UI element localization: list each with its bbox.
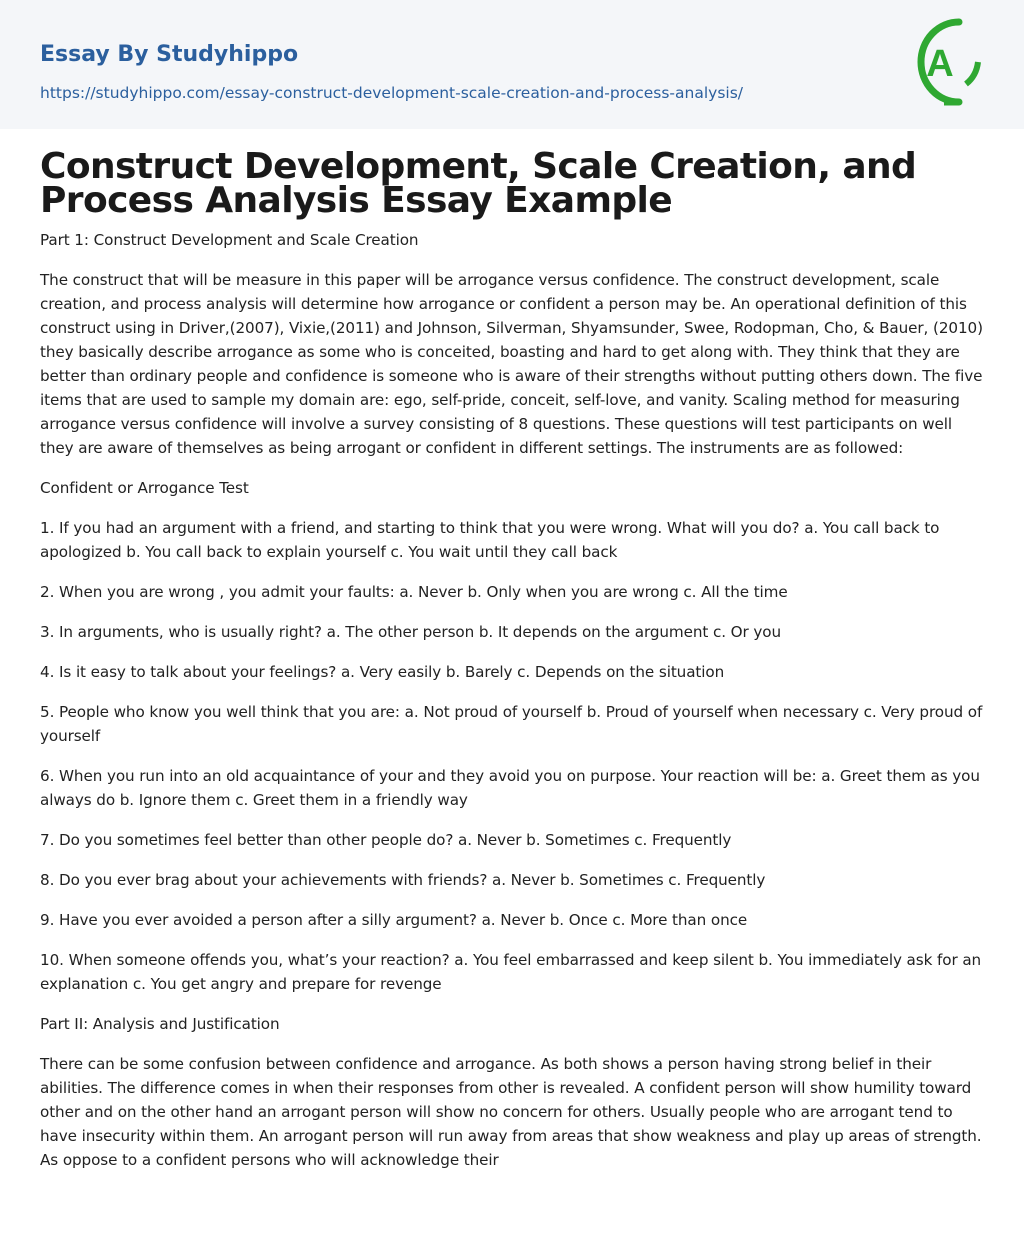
article-paragraph: Part 1: Construct Development and Scale Creation (40, 231, 419, 249)
article-paragraph: 10. When someone offends you, what’s your reaction? a. You feel embarrassed and keep silent b. You immediately ask for an explanation c. You get angry and prepare for revenge (40, 951, 982, 993)
article-body (40, 228, 986, 1188)
brand-title[interactable]: Essay By Studyhippo (40, 42, 299, 67)
article-paragraph: 5. People who know you well think that you are: a. Not proud of yourself b. Proud of yourself when necessary c. Very proud of yourself (40, 703, 983, 745)
article-paragraph: 1. If you had an argument with a friend, and starting to think that you were wrong. What will you do? a. You call back to apologized b. You call back to explain yourself c. You wait until they call back (40, 519, 940, 561)
article-paragraph: Part II: Analysis and Justification (40, 1015, 280, 1033)
article-paragraph: 2. When you are wrong , you admit your faults: a. Never b. Only when you are wrong c. All the time (40, 583, 788, 601)
article-paragraph: 6. When you run into an old acquaintance of your and they avoid you on purpose. Your reaction will be: a. Greet them as you always do b. Ignore them c. Greet them in a friendly way (40, 767, 980, 809)
article-paragraph: Confident or Arrogance Test (40, 479, 249, 497)
article-title: Construct Development, Scale Creation, and Process Analysis Essay Example (40, 146, 917, 221)
article-paragraph: The construct that will be measure in this paper will be arrogance versus confidence. The construct development, scale creation, and process analysis will determine how arrogance or confident a person may be. An operational definition of this construct using in Driver,(2007), Vixie,(2011) and Johnson, Silverman, Shyamsunder, Swee, Rodopman, Cho, & Bauer, (2010) they basically describe arrogance as some who is conceited, boasting and hard to get along with. They think that they are better than ordinary people and confidence is someone who is aware of their strengths without putting others down. The five items that are used to sample my domain are: ego, self-pride, conceit, self-love, and vanity. Scaling method for measuring arrogance versus confidence will involve a survey consisting of 8 questions. These questions will test participants on well they are aware of themselves as being arrogant or confident in different settings. The instruments are as followed: (40, 271, 983, 457)
article-paragraph: 3. In arguments, who is usually right? a. The other person b. It depends on the argument c. Or you (40, 623, 781, 641)
article-paragraph: 4. Is it easy to talk about your feelings? a. Very easily b. Barely c. Depends on the situation (40, 663, 725, 681)
page-url-link[interactable]: https://studyhippo.com/essay-construct-development-scale-creation-and-process-analysis/ (40, 84, 744, 102)
article-paragraph: There can be some confusion between confidence and arrogance. As both shows a person having strong belief in their abilities. The difference comes in when their responses from other is revealed. A confident person will show humility toward other and on the other hand an arrogant person will show no concern for others. Usually people who are arrogant tend to have insecurity within them. An arrogant person will run away from areas that show weakness and play up areas of strength. As oppose to a confident persons who will acknowledge their (40, 1055, 982, 1169)
article-paragraph: 9. Have you ever avoided a person after a silly argument? a. Never b. Once c. More than once (40, 911, 748, 929)
article-paragraph: 7. Do you sometimes feel better than other people do? a. Never b. Sometimes c. Frequently (40, 831, 732, 849)
article-paragraph: 8. Do you ever brag about your achievements with friends? a. Never b. Sometimes c. Frequently (40, 871, 766, 889)
logo-letter: A (926, 43, 954, 85)
